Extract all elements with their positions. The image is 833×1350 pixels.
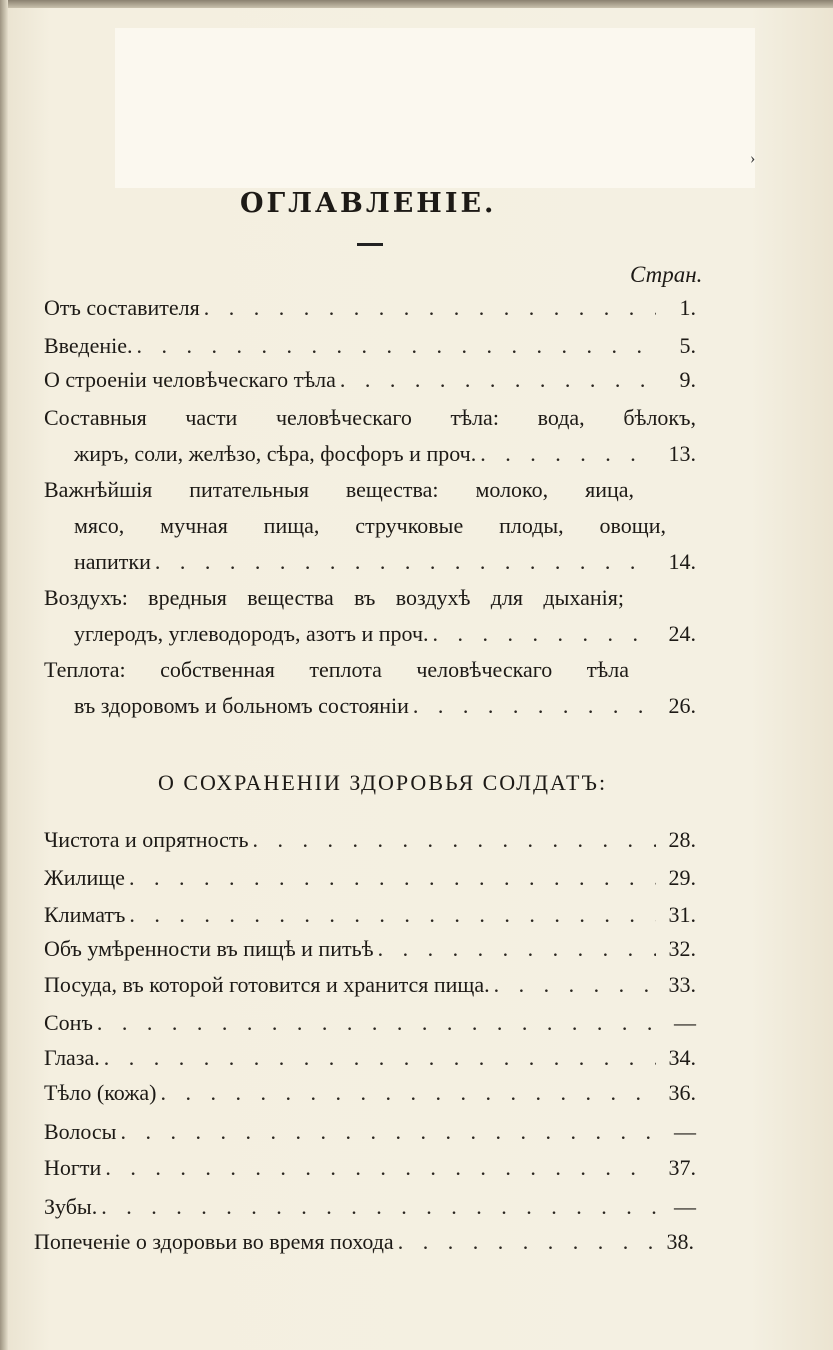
entry-page: 38. <box>666 1229 694 1254</box>
toc-entry[interactable] <box>44 400 696 472</box>
page-left-edge <box>0 0 8 1350</box>
dot-leader <box>129 860 656 896</box>
entry-title: Введеніе. <box>44 333 133 358</box>
dot-leader <box>129 897 656 933</box>
entry-page: 13. <box>668 441 696 466</box>
entry-page: 34. <box>668 1045 696 1070</box>
entry-page: 37. <box>668 1155 696 1180</box>
entry-title: Сонъ <box>44 1010 93 1035</box>
entry-page: 24. <box>668 621 696 646</box>
dot-leader <box>340 362 656 398</box>
toc-entry[interactable] <box>44 822 696 858</box>
entry-title: Ногти <box>44 1155 102 1180</box>
entry-title-cont: углеродъ, углеводородъ, азотъ и проч. <box>74 621 429 646</box>
toc-entry[interactable] <box>44 860 696 896</box>
dot-leader <box>161 1075 656 1111</box>
entry-title-cont: въ здоровомъ и больномъ состояніи <box>74 693 409 718</box>
entry-title-cont: жиръ, соли, желѣзо, сѣра, фосфоръ и проч. <box>74 441 477 466</box>
entry-title: Теплота: собственная теплота человѣческаго тѣла <box>44 657 629 682</box>
entry-page: 5. <box>679 333 696 358</box>
entry-page: 31. <box>668 902 696 927</box>
toc-entry[interactable] <box>34 1224 694 1260</box>
entry-page: — <box>674 1010 696 1035</box>
entry-title: Составныя части человѣческаго тѣла: вода, бѣлокъ, <box>44 405 696 430</box>
entry-page: 14. <box>668 549 696 574</box>
toc-entry[interactable] <box>44 328 696 364</box>
entry-title: Климатъ <box>44 902 126 927</box>
toc-entry[interactable] <box>44 1150 696 1186</box>
entry-title-cont: мясо, мучная пища, стручковые плоды, овощи, <box>74 513 666 538</box>
toc-entry[interactable] <box>44 290 696 326</box>
toc-entry[interactable] <box>44 1005 696 1041</box>
entry-page: — <box>674 1119 696 1144</box>
dot-leader <box>104 1040 656 1076</box>
entry-title-cont: напитки <box>74 549 151 574</box>
toc-entry[interactable] <box>44 1040 696 1076</box>
entry-title: Воздухъ: вредныя вещества въ воздухѣ для дыханія; <box>44 585 624 610</box>
dot-leader <box>378 931 656 967</box>
toc-entry[interactable] <box>44 362 696 398</box>
entry-title: Зубы. <box>44 1194 98 1219</box>
dot-leader <box>137 328 656 364</box>
entry-title: Посуда, въ которой готовится и хранится пища. <box>44 972 490 997</box>
entry-title: Попеченіе о здоровьи во время похода <box>34 1229 394 1254</box>
title-rule <box>357 243 383 246</box>
dot-leader <box>413 688 656 724</box>
toc-entry[interactable] <box>44 967 696 1003</box>
toc-entry[interactable] <box>44 1075 696 1111</box>
entry-title: Тѣло (кожа) <box>44 1080 157 1105</box>
dot-leader <box>398 1224 654 1260</box>
dot-leader <box>97 1005 656 1041</box>
toc-entry[interactable] <box>44 652 696 724</box>
dot-leader <box>101 1189 656 1225</box>
dot-leader <box>105 1150 656 1186</box>
entry-title: О строеніи человѣческаго тѣла <box>44 367 336 392</box>
entry-page: 32. <box>668 936 696 961</box>
page-title: ОГЛАВЛЕНІЕ. <box>240 188 497 219</box>
entry-title: Жилище <box>44 865 125 890</box>
entry-page: — <box>674 1194 696 1219</box>
entry-title: Глаза. <box>44 1045 100 1070</box>
page-column-label: Стран. <box>630 262 703 287</box>
entry-page: 33. <box>668 972 696 997</box>
toc-entry[interactable] <box>44 580 696 652</box>
toc-entry[interactable] <box>44 897 696 933</box>
entry-page: 29. <box>668 865 696 890</box>
entry-page: 26. <box>668 693 696 718</box>
dot-leader <box>155 544 656 580</box>
entry-page: 36. <box>668 1080 696 1105</box>
dot-leader <box>120 1114 656 1150</box>
margin-mark-icon: › <box>750 150 756 167</box>
dot-leader <box>494 967 656 1003</box>
dot-leader <box>480 436 656 472</box>
blank-patch <box>115 28 755 188</box>
entry-title: Волосы <box>44 1119 117 1144</box>
entry-title: Чистота и опрятность <box>44 827 249 852</box>
toc-entry[interactable] <box>44 472 696 580</box>
page-top-edge <box>0 0 833 8</box>
entry-title: Важнѣйшія питательныя вещества: молоко, яица, <box>44 477 634 502</box>
entry-page: 28. <box>668 827 696 852</box>
entry-title: Объ умѣренности въ пищѣ и питьѣ <box>44 936 374 961</box>
toc-entry[interactable] <box>44 931 696 967</box>
dot-leader <box>433 616 656 652</box>
toc-entry[interactable] <box>44 1114 696 1150</box>
entry-page: 9. <box>679 367 696 392</box>
entry-title: Отъ составителя <box>44 295 200 320</box>
section-title: О СОХРАНЕНІИ ЗДОРОВЬЯ СОЛДАТЪ: <box>158 770 608 795</box>
dot-leader <box>253 822 656 858</box>
dot-leader <box>204 290 656 326</box>
entry-page: 1. <box>679 295 696 320</box>
toc-entry[interactable] <box>44 1189 696 1225</box>
